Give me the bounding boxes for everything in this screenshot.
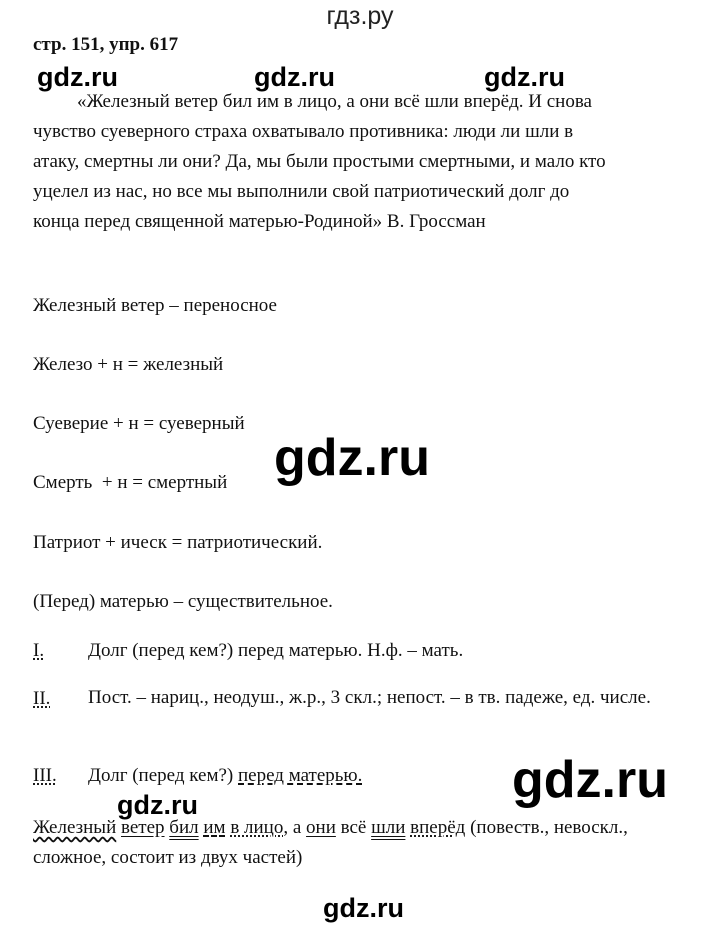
sentence-word: Железный [33,817,117,838]
sentence-word: ветер [121,817,165,838]
page-reference: стр. 151, упр. 617 [33,34,179,55]
sentence-word: они [306,817,336,838]
morph-step-text: Долг (перед кем?) перед матерью. Н.ф. – мать. [88,640,464,661]
watermark: gdz.ru [117,790,198,820]
sentence-text: (повеств., невоскл., сложное, состоит из двух частей) [33,817,628,868]
morph-step-text: Пост. – нариц., неодуш., ж.р., 3 скл.; непост. – в тв. падеже, ед. числе. [88,687,651,708]
morph-step-text-underlined: перед матерью. [238,765,363,786]
analysis-line: Суеверие + н = суеверный [33,413,245,434]
quote-line: «Железный ветер бил им в лицо, а они всё шли вперёд. И снова [77,91,592,112]
quote-paragraph [33,87,683,237]
sentence-text: всё [340,817,367,838]
watermark: gdz.ru [274,429,430,487]
sentence-word: вперёд [410,817,466,838]
sentence-text: , а [283,817,302,838]
analysis-line: (Перед) матерью – существительное. [33,591,333,612]
morph-step-number: I. [33,640,45,661]
watermark: gdz.ru [484,62,565,92]
analysis-line: Железный ветер – переносное [33,295,277,316]
sentence-word: им [203,817,226,838]
morph-step-text [88,765,362,787]
morph-step-number: III. [33,765,57,786]
sentence-word: шли [371,817,406,838]
watermark: gdz.ru [254,62,335,92]
sentence-word: бил [169,817,199,838]
watermark: gdz.ru [37,62,118,92]
morph-step-text-part: Долг (перед кем?) [88,765,234,786]
watermark: gdz.ru [512,751,668,809]
quote-line: конца перед священной матерью-Родиной» В. Гроссман [33,211,486,232]
watermark: gdz.ru [323,893,404,923]
quote-line: атаку, смертны ли они? Да, мы были простыми смертными, и мало кто [33,151,606,172]
quote-line: уцелел из нас, но все мы выполнили свой патриотический долг до [33,181,570,202]
analysis-line: Железо + н = железный [33,354,224,375]
sentence-analysis [33,813,688,873]
site-header: гдз.ру [326,2,394,30]
analysis-line: Патриот + ическ = патриотический. [33,532,323,553]
analysis-line: Смерть + н = смертный [33,472,228,493]
sentence-word: в лицо [230,817,284,838]
quote-line: чувство суеверного страха охватывало противника: люди ли шли в [33,121,574,142]
morph-step-number: II. [33,688,51,709]
